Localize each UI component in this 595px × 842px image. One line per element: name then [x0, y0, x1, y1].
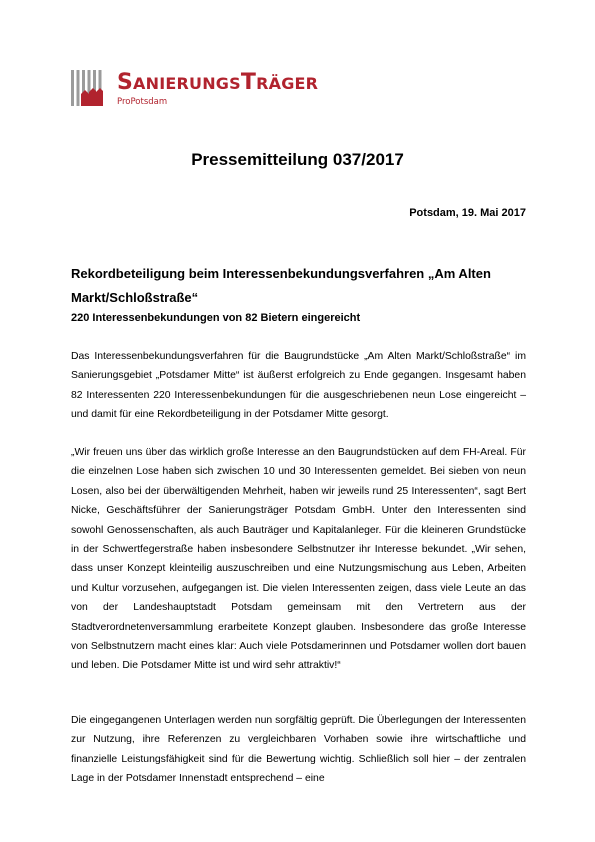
logo-name: SANIERUNGSTRÄGER [117, 70, 319, 95]
logo-subtitle: ProPotsdam [117, 97, 168, 107]
headline: Rekordbeteiligung beim Interessenbekundungsverfahren „Am Alten Markt/Schloßstraße“ [71, 266, 491, 305]
paragraph: „Wir freuen uns über das wirklich große Interesse an den Baugrundstücken auf dem FH-Areal. Für die einzelnen Lose haben sich zwischen 10 und 30 Interessenten gemeldet. Bei sieben von neun Losen, also bei der überwältigenden Mehrheit, haben wir jeweils rund 25 Interessenten“, sagt Bert Nicke, Geschäftsführer der Sanierungsträger Potsdam GmbH. Unter den Interessenten sind sowohl Genossenschaften, als auch Bauträger und Kapitalanleger. Für die kleineren Grundstücke in der Schwertfegerstraße haben insbesondere Selbstnutzer ihr Interesse bekundet. „Wir sehen, dass unser Konzept kleinteilig auszuschreiben und eine Nutzungsmischung aus Leben, Arbeiten und Kultur vorzusehen, aufgegangen ist. Die vielen Interessenten zeigen, dass viele Leute an das von der Landeshauptstadt Potsdam gemeinsam mit den Vertretern aus der Stadtverordnetenversammlung erarbeitete Konzept glauben. Insbesondere das große Interesse von Selbstnutzern macht eines klar: Auch viele Potsdamerinnen und Potsdamer wollen dort bauen und leben. Die Potsdamer Mitte ist und wird sehr attraktiv!“ [71, 447, 526, 672]
paragraph: Die eingegangenen Unterlagen werden nun sorgfältig geprüft. Die Überlegungen der Interessenten zur Nutzung, ihre Referenzen zu vergleichbaren Vorhaben sowie ihre wirtschaftliche und finanzielle Leistungsfähigkeit sind für die Bewertung wichtig. Schließlich soll hier – der zentralen Lage in der Potsdamer Innenstadt entsprechend – eine [71, 715, 526, 785]
logo-wordmark [117, 71, 318, 107]
logo-bars-icon [71, 70, 111, 106]
subheadline: 220 Interessenbekundungen von 82 Bietern eingereicht [71, 312, 361, 324]
paragraph: Das Interessenbekundungsverfahren für die Baugrundstücke „Am Alten Markt/Schloßstraße“ im Sanierungsgebiet „Potsdamer Mitte“ ist äußerst erfolgreich zu Ende gegangen. Insgesamt haben 82 Interessenten 220 Interessenbekundungen für die ausgeschriebenen neun Lose eingereicht – und damit für eine Rekordbeteiligung in der Potsdamer Mitte gesorgt. [71, 351, 526, 421]
date-line: Potsdam, 19. Mai 2017 [409, 207, 526, 219]
press-release-title: Pressemitteilung 037/2017 [191, 150, 404, 169]
